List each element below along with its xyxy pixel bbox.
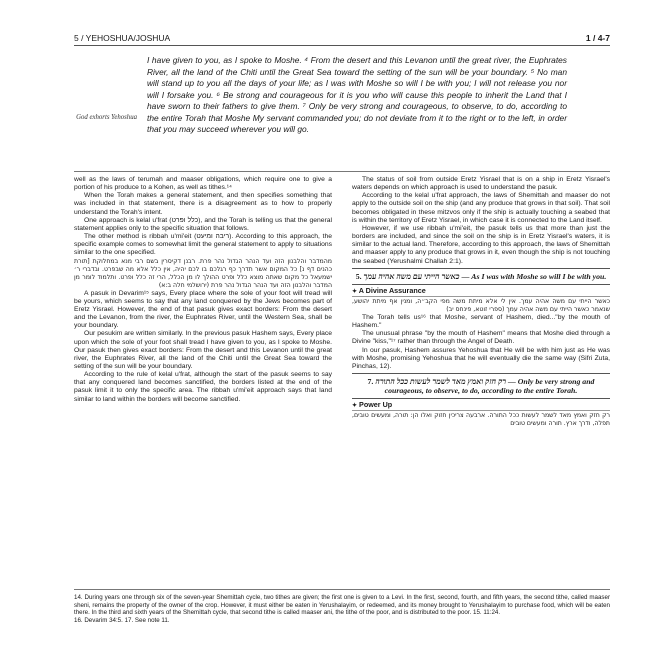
paragraph: According to the rule of kelal u'frat, although the start of the pasuk seems to say that any conquered land becomes sanctified, the borders listed at the end of the pasuk limit it to only the specific area. The ribbah u'mi'eit approach says that land similar to land within the borders will become sanctified. xyxy=(74,371,332,403)
section-heading-power-up xyxy=(352,401,610,411)
paragraph: well as the laws of terumah and maaser obligations, which require one to give a portion of his produce to a Kohen, as well as tithes.¹⁴ xyxy=(74,176,332,192)
commentary-left-column xyxy=(74,176,332,586)
verse-number: 5. xyxy=(355,271,362,281)
hebrew-source: רק חזק ואמץ מאד לשמר לעשות ככל התורה. ארבעה צריכין חזוק ואלו הן: תורה, ומעשים טובים, תפלה, ודרך ארץ. תורה ומעשים טובים xyxy=(352,412,610,428)
footnote: 17. See note 11. xyxy=(124,616,170,624)
paragraph: A pasuk in Devarim¹⁵ says, Every place where the sole of your foot will tread will be yours, which seems to say that any land conquered by the Jews becomes part of Eretz Yisrael. However, the end of that pasuk gives exact borders: From the desert and the Levanon, from the river, the Euphrates River, until the Western Sea, shall be your boundary. xyxy=(74,289,332,330)
section-title: Power Up xyxy=(359,399,393,409)
footnotes xyxy=(74,594,610,624)
section-heading-divine-assurance xyxy=(352,287,610,297)
divider-footnotes xyxy=(74,589,610,590)
verse-heading-5 xyxy=(352,268,610,285)
paragraph: In our pasuk, Hashem assures Yehoshua that He will be with him just as He was with Moshe, promising Yehoshua that he will eventually die the same way (Sifri Zuta, Pinchas, 12). xyxy=(352,346,610,370)
verse-hebrew: כאשר הייתי עם משה אהיה עמך xyxy=(363,271,460,281)
paragraph: The unusual phrase "by the mouth of Hashem" means that Moshe died through a Divine "kiss,"¹⁷ rather than through the Angel of Death. xyxy=(352,330,610,346)
paragraph: However, if we use ribbah u'mi'eit, the pasuk tells us that more than just the borders are included, and since the soil on the ship is in Eretz Yisrael's waters, it is similar to the actual land. Therefore, according to this approach, the laws of Shemittah and maaser apply to any produce that grows in it, even though the ship is not touching the seabed (Yerushalmi Challah 2:1). xyxy=(352,224,610,265)
verse-heading-7 xyxy=(352,373,610,399)
paragraph: The other method is ribbah u'mi'eit (ריבה ומיעט). According to this approach, the specific example comes to somewhat limit the general statement to apply to situations similar to the one specified. xyxy=(74,233,332,257)
verse-english: — Only be very strong and courageous, to observe, to do, according to the entire Torah. xyxy=(384,376,595,395)
paragraph: When the Torah makes a general statement, and then specifies something that was included in that statement, there is a disagreement as to how to properly understand the Torah's intent. xyxy=(74,192,332,216)
paragraph: According to the kelal u'frat approach, the laws of Shemittah and maaser do not apply to the outside soil on the ship (and any produce that grows in that soil). That soil becomes obligated in these mitzvos only if the ship is actually touching a seabed that is within the territory of Eretz Yisrael, in which case it is connected to the Land itself. xyxy=(352,192,610,224)
verse-translation: I have given to you, as I spoke to Moshe. ⁴ From the desert and this Levanon until the great river, the Euphrates River, all the land of the Chiti until the Great Sea toward the setting of the sun will be your boundary. ⁵ No man will stand up to you all the days of your life; as I was with Moshe so will I be with you; I will not release you nor will I forsake you. ⁶ Be strong and courageous for it is you who will cause this people to inherit the Land that I have sworn to their fathers to give them. ⁷ Only be very strong and courageous, to observe, to do, according to the entire Torah that Moshe My servant commanded you; do not deviate from it to the right or to the left, in order that you may succeed wherever you will go. xyxy=(147,55,567,134)
paragraph: One approach is kelal u'frat (כלל ופרט), and the Torah is telling us that the general statement applies only to the specific situation that follows. xyxy=(74,216,332,232)
running-header xyxy=(74,32,610,46)
verse-number: 7. xyxy=(367,376,374,386)
verse-hebrew: רק חזק ואמץ מאד לשמר לעשות ככל התורה xyxy=(375,376,507,386)
divider-top xyxy=(74,171,610,172)
hebrew-source: מהמדבר והלבנון הזה ועד הנהר הגדול נהר פרת. רבנן דקיסרין בשם רבי מנא במחלוקת [תורת כהנים דף נ] כל המקום אשר תדרך כף רגלכם בו לכם יהיה, אין כלל אלא מה שבפרט. ובדברי ר׳ ישמעאל כל מקום שאתה מוצא כלל ופרט ההולך לו מן הכלל, הרי זה כלל ופרט. ותלמוד לומר מן המדבר והלבנון הזה ועד הנהר הגדול נהר פרת (ירושלמי חלה ב:א) xyxy=(74,257,332,289)
paragraph: The status of soil from outside Eretz Yisrael that is on a ship in Eretz Yisrael's waters depends on which approach is used to understand the pasuk. xyxy=(352,176,610,192)
footnote: 14. During years one through six of the seven-year Shemittah cycle, two tithes are given; the first one is given to a Levi. In the first, second, fourth, and fifth years, the second tithe, called maaser sheni, remains the property of the owner of the crop. However, it must either be eaten in Yerushalayim, or redeemed, and its money brought to Yerushalayim to purchase food, which will be eaten there. In the third and sixth years of the Shemittah cycle, that second tithe is called maaser ani, the tithe of the poor, and is distributed to the poor. xyxy=(74,594,610,617)
star-icon: ✦ xyxy=(352,288,358,295)
star-icon: ✦ xyxy=(352,402,358,409)
footnote: 16. Devarim 34:5. xyxy=(74,616,123,624)
hebrew-source: כאשר הייתי עם משה אהיה עמך. אין לי אלא מיתת משה מפי הקב״ה, ומנין אף מיתת יהושע, שנאמר כאשר הייתי עם משה אהיה עמך (ספרי זוטא, פינחס יב) xyxy=(352,297,610,313)
section-title: A Divine Assurance xyxy=(358,285,426,295)
verse-english: — As I was with Moshe so will I be with you. xyxy=(461,271,607,281)
paragraph: The Torah tells us¹⁶ that Moshe, servant of Hashem, died..."by the mouth of Hashem." xyxy=(352,313,610,330)
section-title: 5 / YEHOSHUA/JOSHUA xyxy=(74,33,171,43)
margin-note: God exhorts Yehoshua xyxy=(76,114,137,121)
page-number: 1 / 4-7 xyxy=(585,33,610,43)
commentary-right-column xyxy=(352,176,610,586)
footnote: 15. 11:24. xyxy=(473,609,501,617)
paragraph: Our pesukim are written similarly. In the previous pasuk Hashem says, Every place upon which the sole of your foot shall tread I have given to you, as I spoke to Moshe. Our pasuk then gives exact borders: From the desert and this Levanon until the great river, the Euphrates River, all the land of the Chiti until the Great Sea toward the setting of the sun will be your boundary. xyxy=(74,330,332,370)
